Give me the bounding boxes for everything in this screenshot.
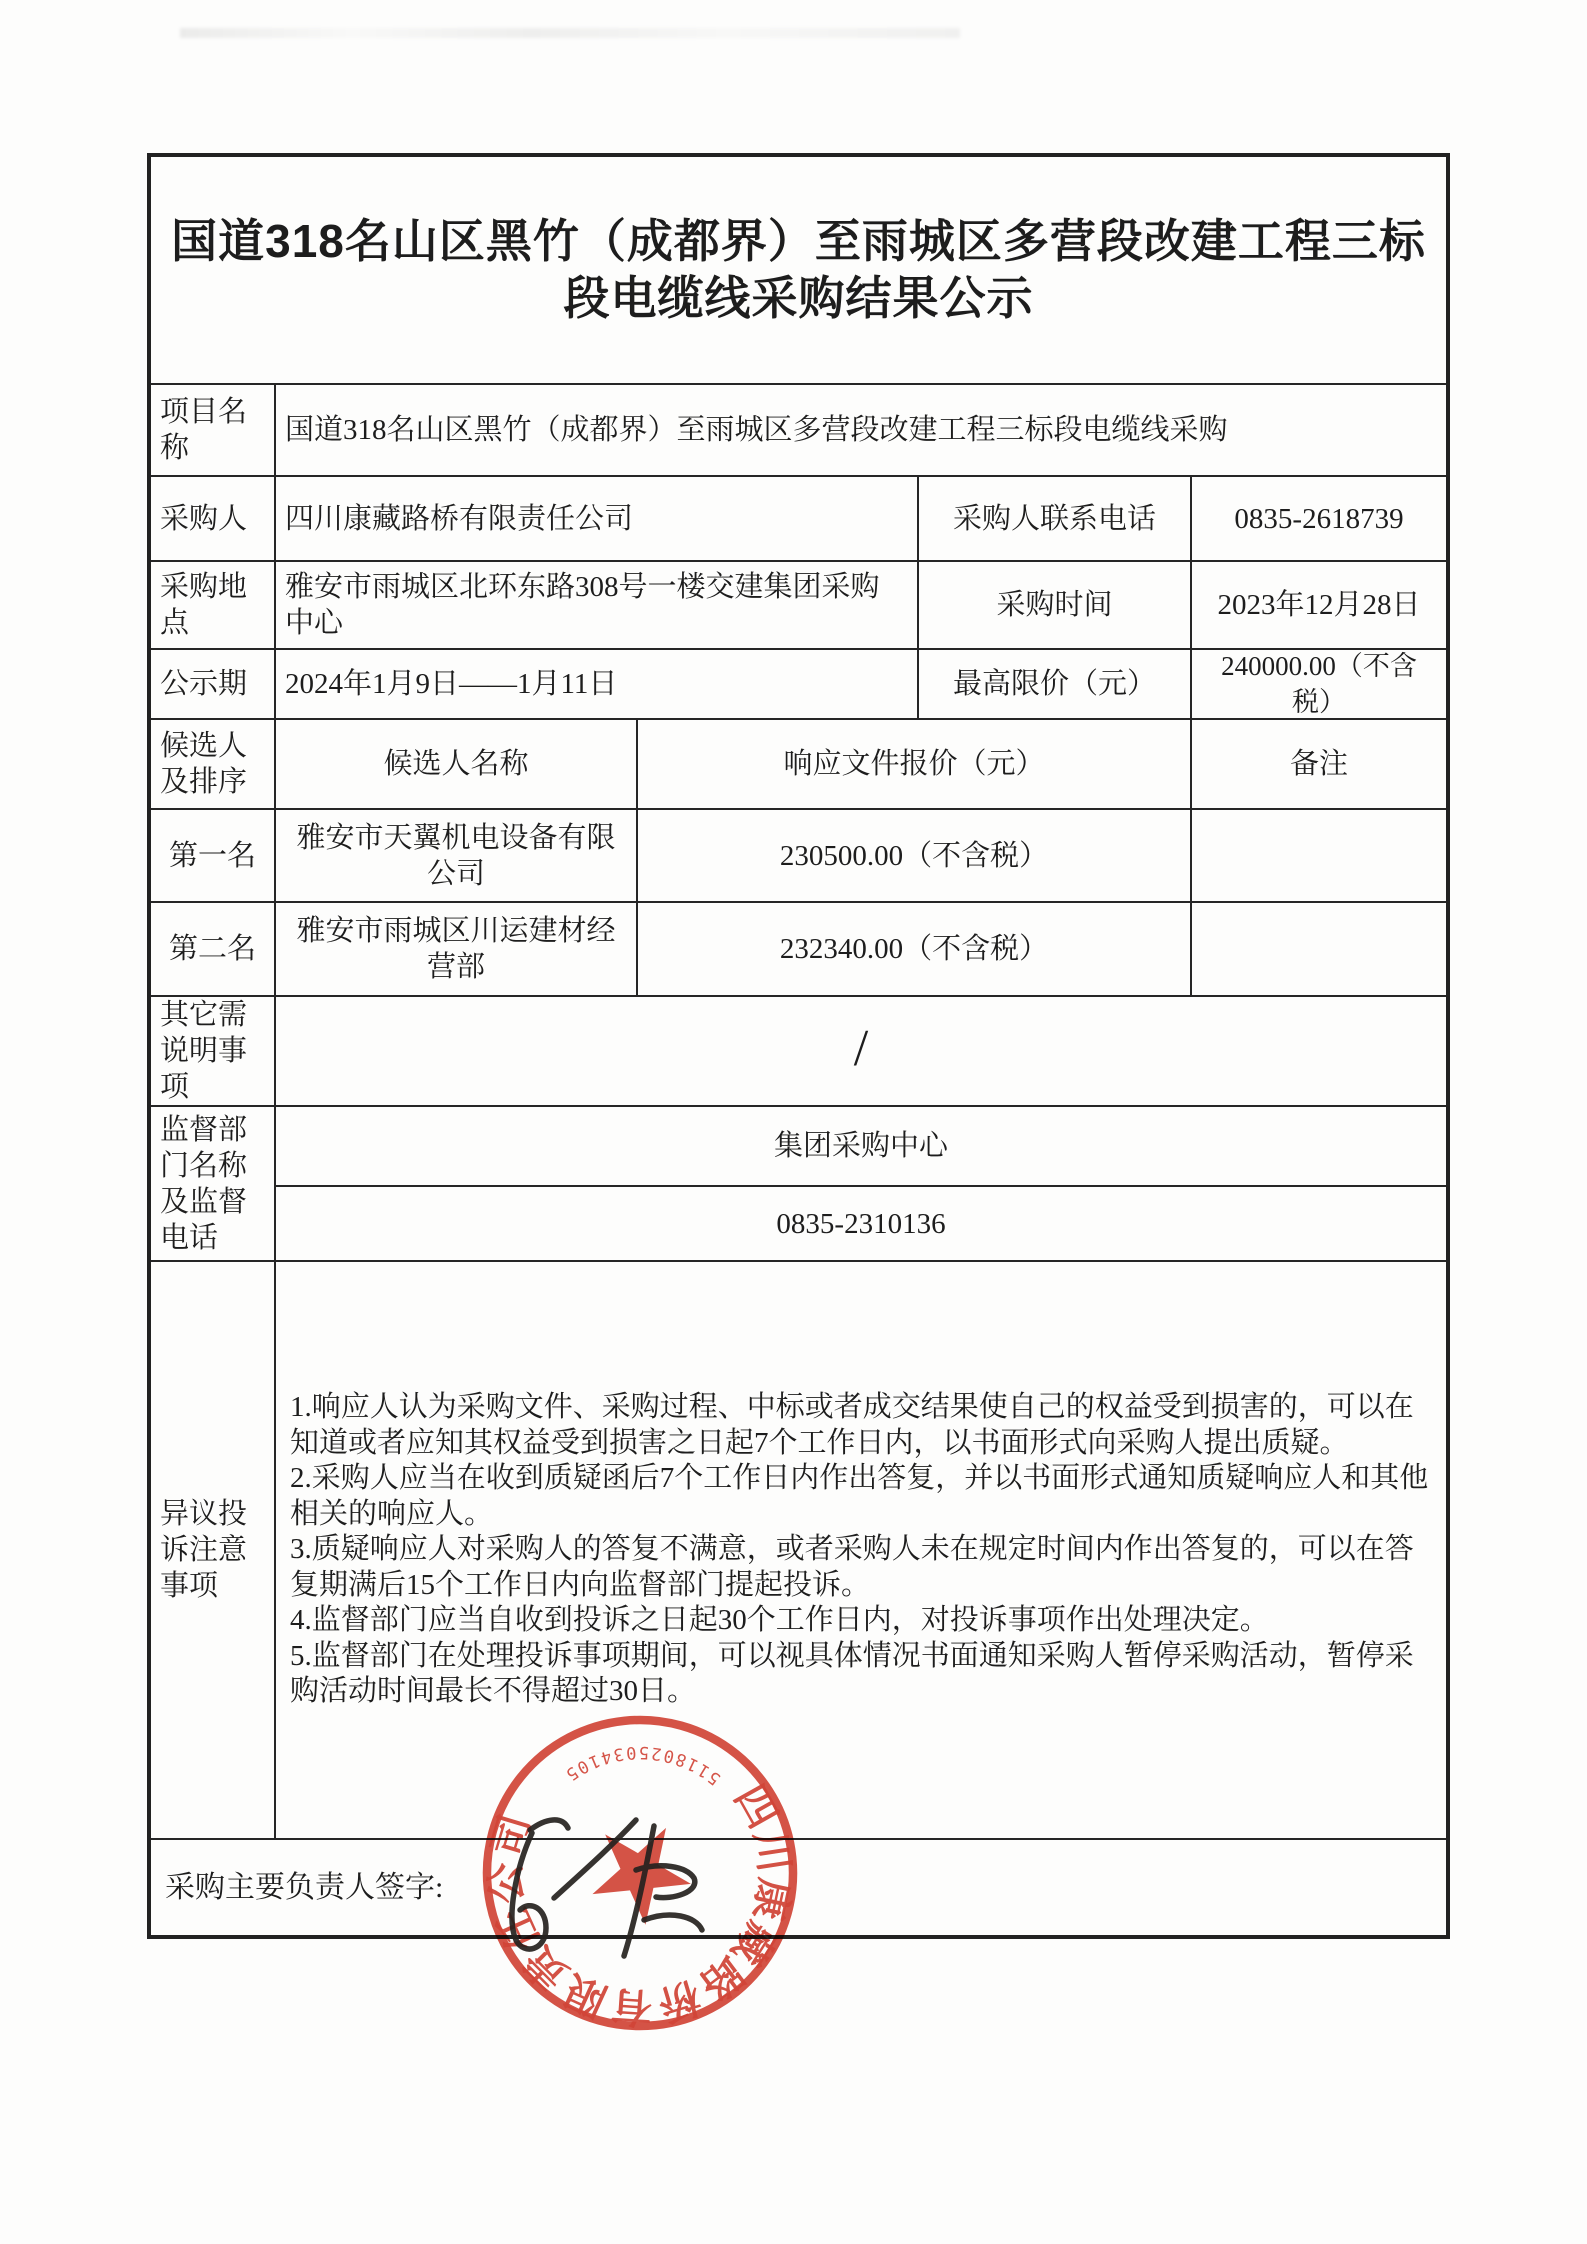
supervision-label: 监督部门名称及监督电话 bbox=[151, 1107, 276, 1262]
objection-item-1: 1.响应人认为采购文件、采购过程、中标或者成交结果使自己的权益受到损害的，可以在知道或者应知其权益受到损害之日起7个工作日内，以书面形式向采购人提出质疑。 bbox=[290, 1391, 1414, 1459]
objection-content bbox=[276, 1262, 1446, 1840]
other-notes-label: 其它需说明事项 bbox=[151, 997, 276, 1107]
objection-item-5: 5.监督部门在处理投诉事项期间，可以视具体情况书面通知采购人暂停采购活动，暂停采购活动时间最长不得超过30日。 bbox=[290, 1639, 1414, 1708]
max-price-label: 最高限价（元） bbox=[919, 650, 1192, 720]
candidate-1-remark bbox=[1192, 810, 1446, 903]
objection-item-2: 2.采购人应当在收到质疑函后7个工作日内作出答复，并以书面形式通知质疑响应人和其他相关的响应人。 bbox=[290, 1462, 1429, 1530]
purchase-time-value: 2023年12月28日 bbox=[1192, 562, 1446, 650]
purchaser-value: 四川康藏路桥有限责任公司 bbox=[276, 477, 919, 562]
seal-company-name: 四川康藏路桥有限责任公司 bbox=[481, 1777, 799, 2032]
document-title-line2: 段电缆线采购结果公示 bbox=[563, 272, 1034, 324]
candidate-1-name: 雅安市天翼机电设备有限公司 bbox=[276, 810, 638, 903]
slash-mark: / bbox=[853, 1020, 869, 1077]
candidate-1-rank: 第一名 bbox=[151, 810, 276, 903]
project-name-value: 国道318名山区黑竹（成都界）至雨城区多营段改建工程三标段电缆线采购 bbox=[276, 385, 1446, 477]
scan-artifact bbox=[180, 28, 960, 38]
supervision-phone: 0835-2310136 bbox=[276, 1187, 1446, 1262]
document-title bbox=[151, 157, 1446, 385]
objection-label: 异议投诉注意事项 bbox=[151, 1262, 276, 1840]
candidate-rank-header: 候选人及排序 bbox=[151, 720, 276, 810]
candidate-1-quote: 230500.00（不含税） bbox=[638, 810, 1192, 903]
other-notes-value bbox=[276, 997, 1446, 1107]
purchaser-phone-value: 0835-2618739 bbox=[1192, 477, 1446, 562]
location-label: 采购地点 bbox=[151, 562, 276, 650]
candidate-remark-header: 备注 bbox=[1192, 720, 1446, 810]
candidate-2-rank: 第二名 bbox=[151, 903, 276, 997]
purchaser-label: 采购人 bbox=[151, 477, 276, 562]
purchaser-phone-label: 采购人联系电话 bbox=[919, 477, 1192, 562]
announcement-table bbox=[147, 153, 1450, 1939]
candidate-2-remark bbox=[1192, 903, 1446, 997]
signature-handwriting bbox=[458, 1778, 778, 1993]
project-name-label: 项目名称 bbox=[151, 385, 276, 477]
max-price-value: 240000.00（不含税） bbox=[1192, 650, 1446, 720]
objection-item-3: 3.质疑响应人对采购人的答复不满意，或者采购人未在规定时间内作出答复的，可以在答复期满后15个工作日内向监督部门提起投诉。 bbox=[290, 1533, 1414, 1601]
document-title-line1: 国道318名山区黑竹（成都界）至雨城区多营段改建工程三标 bbox=[171, 215, 1426, 267]
signature-label: 采购主要负责人签字: bbox=[165, 1870, 444, 1904]
publicity-period-value: 2024年1月9日——1月11日 bbox=[276, 650, 919, 720]
location-value: 雅安市雨城区北环东路308号一楼交建集团采购中心 bbox=[276, 562, 919, 650]
purchase-time-label: 采购时间 bbox=[919, 562, 1192, 650]
publicity-period-label: 公示期 bbox=[151, 650, 276, 720]
candidate-2-quote: 232340.00（不含税） bbox=[638, 903, 1192, 997]
objection-item-4: 4.监督部门应当自收到投诉之日起30个工作日内，对投诉事项作出处理决定。 bbox=[290, 1604, 1269, 1637]
candidate-2-name: 雅安市雨城区川运建材经营部 bbox=[276, 903, 638, 997]
seal-serial-number: 5118025034105 bbox=[559, 1741, 725, 1789]
supervision-name: 集团采购中心 bbox=[276, 1107, 1446, 1187]
candidate-name-header: 候选人名称 bbox=[276, 720, 638, 810]
candidate-quote-header: 响应文件报价（元） bbox=[638, 720, 1192, 810]
